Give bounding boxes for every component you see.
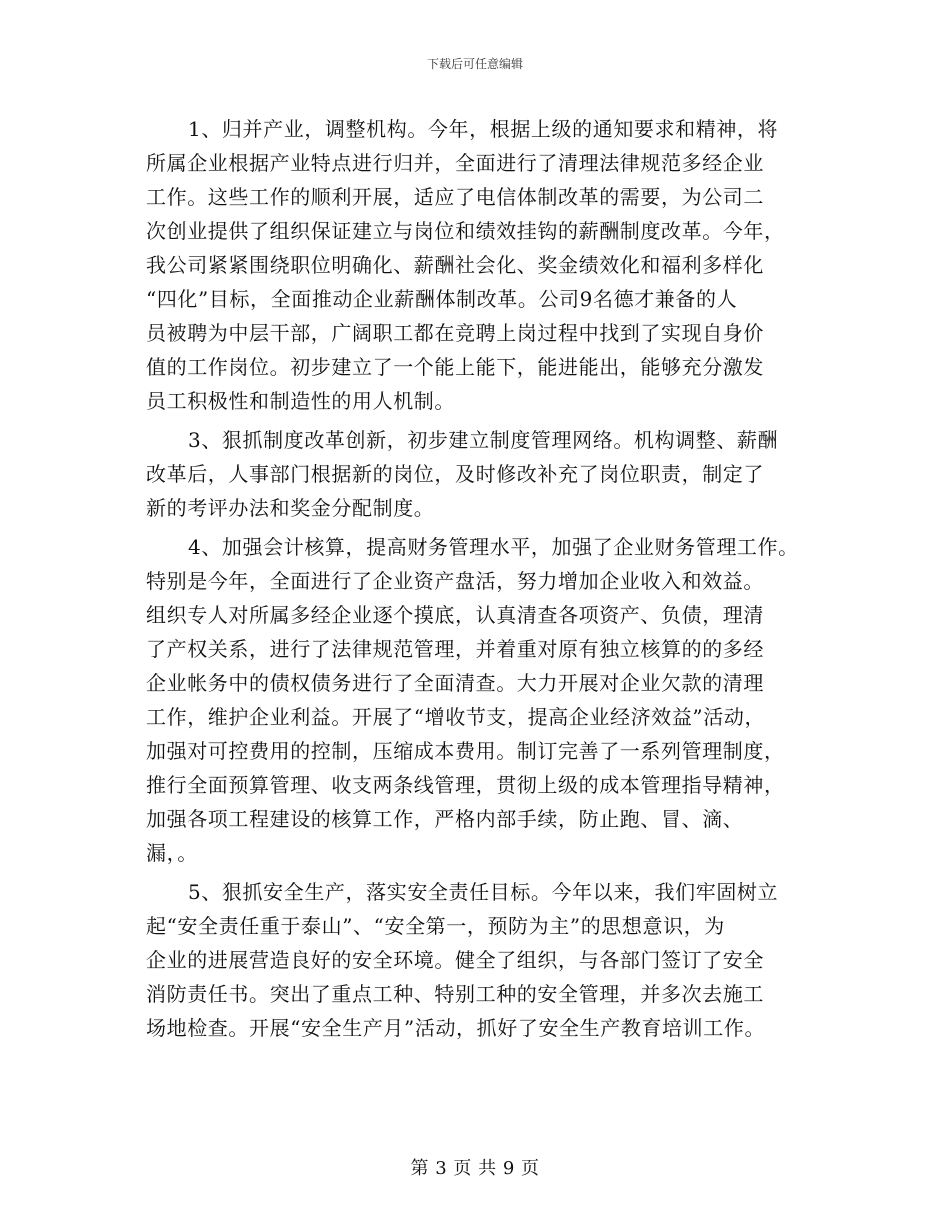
text-line: 推行全面预算管理、收支两条线管理，贯彻上级的成本管理指导精神，: [146, 773, 785, 797]
paragraph-3: [146, 530, 814, 870]
text-line: 1、归并产业，调整机构。今年，根据上级的通知要求和精神，将: [188, 117, 779, 141]
text-line: 4、加强会计核算，提高财务管理水平，加强了企业财务管理工作。: [188, 535, 799, 559]
paragraph-1: [146, 112, 814, 418]
text-line: 值的工作岗位。初步建立了一个能上能下，能进能出，能够充分激发: [146, 355, 764, 379]
text-line: 消防责任书。突出了重点工种、特别工种的安全管理，并多次去施工: [146, 982, 764, 1006]
text-line: 改革后，人事部门根据新的岗位，及时修改补充了岗位职责，制定了: [146, 462, 764, 486]
text-line: 我公司紧紧围绕职位明确化、薪酬社会化、奖金绩效化和福利多样化: [146, 253, 764, 277]
text-line: “四化”目标，全面推动企业薪酬体制改革。公司9名德才兼备的人: [146, 287, 738, 311]
text-line: 工作，维护企业利益。开展了“增收节支，提高企业经济效益”活动，: [146, 705, 766, 729]
text-line: 加强各项工程建设的核算工作，严格内部手续，防止跑、冒、滴、: [146, 807, 744, 831]
page-header: 下载后可任意编辑: [426, 57, 523, 71]
text-line: 组织专人对所属多经企业逐个摸底，认真清查各项资产、负债，理清: [146, 603, 764, 627]
page-number-footer: 第 3 页 共 9 页: [410, 1158, 540, 1179]
text-line: 工作。这些工作的顺利开展，适应了电信体制改革的需要，为公司二: [146, 185, 764, 209]
text-line: 次创业提供了组织保证建立与岗位和绩效挂钩的薪酬制度改革。今年，: [146, 219, 785, 243]
text-line: 员工积极性和制造性的用人机制。: [146, 389, 455, 413]
text-line: 特别是今年，全面进行了企业资产盘活，努力增加企业收入和效益。: [146, 569, 764, 593]
text-line: 3、狠抓制度改革创新，初步建立制度管理网络。机构调整、薪酬: [188, 428, 779, 452]
text-line: 5、狠抓安全生产，落实安全责任目标。今年以来，我们牢固树立: [188, 880, 779, 904]
text-line: 所属企业根据产业特点进行归并，全面进行了清理法律规范多经企业: [146, 151, 764, 175]
text-line: 员被聘为中层干部，广阔职工都在竞聘上岗过程中找到了实现自身价: [146, 321, 764, 345]
text-line: 新的考评办法和奖金分配制度。: [146, 496, 435, 520]
text-line: 企业的进展营造良好的安全环境。健全了组织，与各部门签订了安全: [146, 948, 764, 972]
text-line: 加强对可控费用的控制，压缩成本费用。制订完善了一系列管理制度，: [146, 739, 785, 763]
paragraph-4: [146, 875, 814, 1045]
text-line: 企业帐务中的债权债务进行了全面清查。大力开展对企业欠款的清理: [146, 671, 764, 695]
text-line: 漏，。: [146, 841, 198, 865]
document-body: [146, 112, 814, 1045]
text-line: 场地检查。开展“安全生产月”活动，抓好了安全生产教育培训工作。: [146, 1016, 766, 1040]
paragraph-2: [146, 423, 814, 525]
text-line: 起“安全责任重于泰山”、“安全第一，预防为主”的思想意识，为: [146, 914, 725, 938]
text-line: 了产权关系，进行了法律规范管理，并着重对原有独立核算的的多经: [146, 637, 764, 661]
